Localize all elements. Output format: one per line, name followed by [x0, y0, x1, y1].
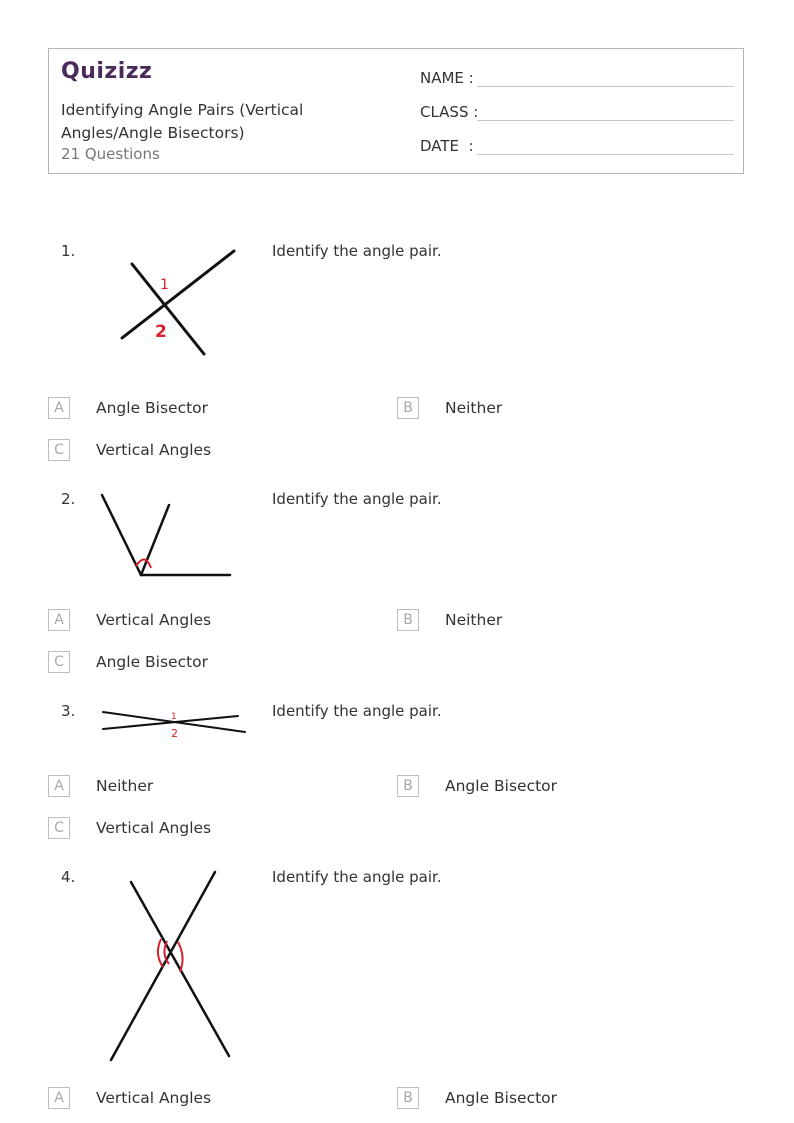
name-line	[477, 86, 734, 87]
angle-label-1: 1	[171, 712, 177, 722]
question-2-number: 2.	[61, 490, 76, 508]
option-a-box[interactable]: A	[48, 1087, 70, 1109]
question-1-number: 1.	[61, 242, 76, 260]
option-b-text[interactable]: Neither	[445, 611, 503, 629]
date-label: DATE :	[420, 137, 474, 155]
option-b-box[interactable]: B	[397, 609, 419, 631]
option-b-box[interactable]: B	[397, 397, 419, 419]
option-a-box[interactable]: A	[48, 609, 70, 631]
option-a-box[interactable]: A	[48, 775, 70, 797]
worksheet-header	[48, 48, 744, 174]
option-a-text[interactable]: Neither	[96, 777, 154, 795]
question-3-figure	[98, 700, 250, 742]
question-3-prompt: Identify the angle pair.	[272, 702, 442, 720]
option-a-box[interactable]: A	[48, 397, 70, 419]
class-line	[477, 120, 734, 121]
option-b-text[interactable]: Neither	[445, 399, 503, 417]
question-4-number: 4.	[61, 868, 76, 886]
question-2-prompt: Identify the angle pair.	[272, 490, 442, 508]
name-field[interactable]	[420, 69, 734, 93]
date-field[interactable]	[420, 137, 734, 161]
option-c-box[interactable]: C	[48, 651, 70, 673]
question-1-figure	[110, 240, 250, 365]
option-a-text[interactable]: Vertical Angles	[96, 611, 212, 629]
class-label: CLASS :	[420, 103, 479, 121]
quizizz-logo: Quizizz	[61, 59, 153, 84]
option-a-text[interactable]: Angle Bisector	[96, 399, 209, 417]
option-c-box[interactable]: C	[48, 439, 70, 461]
name-label: NAME :	[420, 69, 474, 87]
question-2-figure	[95, 490, 240, 582]
option-b-text[interactable]: Angle Bisector	[445, 1089, 558, 1107]
option-c-text[interactable]: Angle Bisector	[96, 653, 209, 671]
question-count: 21 Questions	[61, 145, 160, 163]
class-field[interactable]	[420, 103, 734, 127]
option-b-box[interactable]: B	[397, 775, 419, 797]
worksheet-title: Identifying Angle Pairs (Vertical Angles/Angle Bisectors)	[61, 101, 304, 142]
option-c-text[interactable]: Vertical Angles	[96, 819, 212, 837]
option-b-text[interactable]: Angle Bisector	[445, 777, 558, 795]
option-c-box[interactable]: C	[48, 817, 70, 839]
question-1-prompt: Identify the angle pair.	[272, 242, 442, 260]
date-line	[477, 154, 734, 155]
angle-label-1: 1	[160, 277, 169, 293]
option-a-text[interactable]: Vertical Angles	[96, 1089, 212, 1107]
angle-label-2: 2	[171, 727, 178, 740]
option-b-box[interactable]: B	[397, 1087, 419, 1109]
question-4-prompt: Identify the angle pair.	[272, 868, 442, 886]
angle-label-2: 2	[155, 322, 167, 342]
option-c-text[interactable]: Vertical Angles	[96, 441, 212, 459]
question-4-figure	[100, 862, 240, 1067]
question-3-number: 3.	[61, 702, 76, 720]
